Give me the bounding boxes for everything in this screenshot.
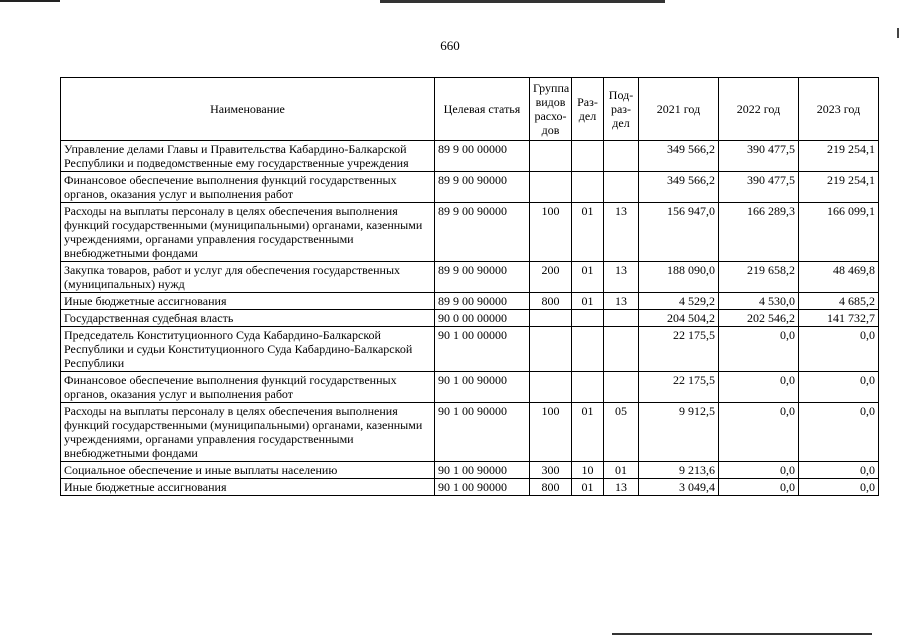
row-section: 01 — [572, 262, 604, 293]
page-number: 660 — [440, 38, 460, 53]
row-target: 90 1 00 90000 — [435, 462, 530, 479]
row-group: 800 — [530, 293, 572, 310]
scan-artifact-top-left — [0, 0, 60, 2]
row-target: 90 1 00 90000 — [435, 403, 530, 462]
table-row — [61, 141, 879, 172]
row-name: Финансовое обеспечение выполнения функций государственных органов, оказания услуг и выполнения работ — [61, 172, 435, 203]
header-2021: 2021 год — [639, 78, 719, 141]
row-subsection: 13 — [604, 203, 639, 262]
row-subsection: 05 — [604, 403, 639, 462]
table-row — [61, 372, 879, 403]
row-subsection — [604, 310, 639, 327]
row-2022: 166 289,3 — [719, 203, 799, 262]
row-name: Управление делами Главы и Правительства Кабардино-Балкарской Республики и подведомственные ему государственные учреждения — [61, 141, 435, 172]
row-group — [530, 327, 572, 372]
row-2023: 0,0 — [799, 327, 879, 372]
row-name: Закупка товаров, работ и услуг для обеспечения государственных (муниципальных) нужд — [61, 262, 435, 293]
header-name: Наименование — [61, 78, 435, 141]
row-section: 01 — [572, 203, 604, 262]
row-2022: 0,0 — [719, 327, 799, 372]
row-section — [572, 141, 604, 172]
row-2022: 0,0 — [719, 372, 799, 403]
row-name: Расходы на выплаты персоналу в целях обеспечения выполнения функций государственными (муниципальными) органами, казенными учреждениями, органами управления государственными внебюджетными фондами — [61, 203, 435, 262]
row-2021: 349 566,2 — [639, 172, 719, 203]
header-group: Группа видов расхо-дов — [530, 78, 572, 141]
row-2023: 0,0 — [799, 403, 879, 462]
row-subsection — [604, 141, 639, 172]
header-2022: 2022 год — [719, 78, 799, 141]
row-2022: 0,0 — [719, 479, 799, 496]
table-row — [61, 310, 879, 327]
row-subsection: 13 — [604, 479, 639, 496]
row-group: 100 — [530, 403, 572, 462]
row-2023: 0,0 — [799, 479, 879, 496]
row-target: 90 0 00 00000 — [435, 310, 530, 327]
row-section — [572, 372, 604, 403]
row-subsection: 13 — [604, 293, 639, 310]
row-name: Государственная судебная власть — [61, 310, 435, 327]
row-section: 01 — [572, 293, 604, 310]
row-section: 10 — [572, 462, 604, 479]
row-2023: 219 254,1 — [799, 172, 879, 203]
row-2022: 4 530,0 — [719, 293, 799, 310]
row-2022: 219 658,2 — [719, 262, 799, 293]
row-name: Иные бюджетные ассигнования — [61, 479, 435, 496]
table-row — [61, 462, 879, 479]
row-name: Социальное обеспечение и иные выплаты населению — [61, 462, 435, 479]
row-group — [530, 172, 572, 203]
table-row — [61, 262, 879, 293]
row-2021: 156 947,0 — [639, 203, 719, 262]
row-2022: 390 477,5 — [719, 172, 799, 203]
row-2023: 4 685,2 — [799, 293, 879, 310]
row-2021: 3 049,4 — [639, 479, 719, 496]
row-section: 01 — [572, 403, 604, 462]
row-2023: 141 732,7 — [799, 310, 879, 327]
row-subsection: 13 — [604, 262, 639, 293]
row-target: 89 9 00 90000 — [435, 262, 530, 293]
header-2023: 2023 год — [799, 78, 879, 141]
row-2022: 0,0 — [719, 403, 799, 462]
row-group: 300 — [530, 462, 572, 479]
row-section — [572, 310, 604, 327]
table-row — [61, 479, 879, 496]
scan-artifact-top — [380, 0, 665, 3]
scan-artifact-bottom — [612, 633, 872, 635]
row-2021: 349 566,2 — [639, 141, 719, 172]
row-2021: 22 175,5 — [639, 372, 719, 403]
header-section: Раз-дел — [572, 78, 604, 141]
row-target: 89 9 00 00000 — [435, 141, 530, 172]
row-target: 89 9 00 90000 — [435, 293, 530, 310]
table-row — [61, 403, 879, 462]
row-2023: 166 099,1 — [799, 203, 879, 262]
row-section — [572, 172, 604, 203]
row-2023: 48 469,8 — [799, 262, 879, 293]
row-group — [530, 141, 572, 172]
table-row — [61, 327, 879, 372]
row-name: Председатель Конституционного Суда Кабардино-Балкарской Республики и судьи Конституционного Суда Кабардино-Балкарской Республики — [61, 327, 435, 372]
row-target: 89 9 00 90000 — [435, 203, 530, 262]
row-group: 200 — [530, 262, 572, 293]
row-2022: 0,0 — [719, 462, 799, 479]
row-name: Расходы на выплаты персоналу в целях обеспечения выполнения функций государственными (муниципальными) органами, казенными учреждениями, органами управления государственными внебюджетными фондами — [61, 403, 435, 462]
row-subsection — [604, 372, 639, 403]
row-2023: 0,0 — [799, 372, 879, 403]
row-name: Финансовое обеспечение выполнения функций государственных органов, оказания услуг и выполнения работ — [61, 372, 435, 403]
header-subsection: Под-раз-дел — [604, 78, 639, 141]
row-2021: 9 912,5 — [639, 403, 719, 462]
budget-table — [60, 77, 879, 496]
row-target: 89 9 00 90000 — [435, 172, 530, 203]
row-2023: 0,0 — [799, 462, 879, 479]
table-header-row — [61, 78, 879, 141]
row-2022: 390 477,5 — [719, 141, 799, 172]
row-2022: 202 546,2 — [719, 310, 799, 327]
row-subsection — [604, 172, 639, 203]
row-section — [572, 327, 604, 372]
row-target: 90 1 00 90000 — [435, 372, 530, 403]
row-group — [530, 310, 572, 327]
row-group: 800 — [530, 479, 572, 496]
row-2021: 188 090,0 — [639, 262, 719, 293]
scan-artifact-right — [897, 28, 899, 38]
table-row — [61, 172, 879, 203]
row-2023: 219 254,1 — [799, 141, 879, 172]
row-2021: 204 504,2 — [639, 310, 719, 327]
row-group — [530, 372, 572, 403]
header-target: Целевая статья — [435, 78, 530, 141]
row-target: 90 1 00 00000 — [435, 327, 530, 372]
row-subsection — [604, 327, 639, 372]
table-row — [61, 293, 879, 310]
row-section: 01 — [572, 479, 604, 496]
row-name: Иные бюджетные ассигнования — [61, 293, 435, 310]
table-row — [61, 203, 879, 262]
row-subsection: 01 — [604, 462, 639, 479]
row-target: 90 1 00 90000 — [435, 479, 530, 496]
row-2021: 9 213,6 — [639, 462, 719, 479]
row-2021: 22 175,5 — [639, 327, 719, 372]
row-2021: 4 529,2 — [639, 293, 719, 310]
row-group: 100 — [530, 203, 572, 262]
